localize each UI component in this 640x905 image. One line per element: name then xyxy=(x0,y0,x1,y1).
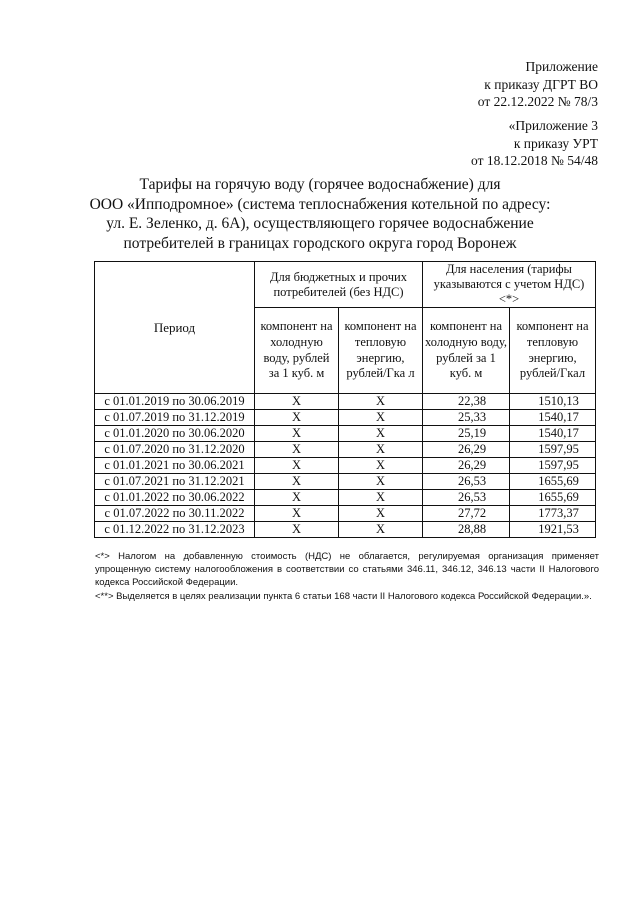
budget-cold-cell: X xyxy=(255,426,339,442)
population-cold-cell: 22,38 xyxy=(423,394,510,410)
table-row xyxy=(95,426,596,442)
period-cell: с 01.01.2021 по 30.06.2021 xyxy=(95,458,255,474)
budget-cold-cell: X xyxy=(255,474,339,490)
appendix3-order-ref: к приказу УРТ xyxy=(513,135,598,151)
population-heat-cell: 1921,53 xyxy=(510,522,596,538)
population-cold-cell: 26,29 xyxy=(423,442,510,458)
table-row xyxy=(95,522,596,538)
appendix-header xyxy=(478,58,598,111)
population-heat-cell: 1655,69 xyxy=(510,490,596,506)
period-cell: с 01.07.2020 по 31.12.2020 xyxy=(95,442,255,458)
title-line: потребителей в границах городского округа город Воронеж xyxy=(123,234,517,252)
population-heat-cell: 1773,37 xyxy=(510,506,596,522)
budget-heat-cell: X xyxy=(339,490,423,506)
population-cold-cell: 26,29 xyxy=(423,458,510,474)
appendix3-label: «Приложение 3 xyxy=(508,118,598,133)
appendix-order-date: от 22.12.2022 № 78/3 xyxy=(477,94,598,109)
period-cell: с 01.01.2022 по 30.06.2022 xyxy=(95,490,255,506)
title-line: Тарифы на горячую воду (горячее водоснабжение) для xyxy=(139,176,501,193)
appendix-order-ref: к приказу ДГРТ ВО xyxy=(484,76,598,92)
period-cell: с 01.12.2022 по 31.12.2023 xyxy=(95,522,255,538)
table-row xyxy=(95,394,596,410)
budget-cold-cell: X xyxy=(255,442,339,458)
table-row xyxy=(95,442,596,458)
tariff-table xyxy=(94,261,596,538)
budget-heat-cell: X xyxy=(339,410,423,426)
population-heat-cell: 1510,13 xyxy=(510,394,596,410)
budget-thermal-header: компонент на тепловую энергию, рублей/Гка л xyxy=(339,308,423,394)
budget-cold-cell: X xyxy=(255,506,339,522)
population-cold-cell: 25,19 xyxy=(423,426,510,442)
period-header: Период xyxy=(95,262,255,394)
footnote-vat-allocated: <**> Выделяется в целях реализации пункта 6 статьи 168 части II Налогового кодекса Российской Федерации.». xyxy=(95,591,592,602)
population-group-header: Для населения (тарифы указываются с учетом НДС) <*> xyxy=(423,262,596,308)
footnotes xyxy=(95,550,599,604)
population-cold-cell: 27,72 xyxy=(423,506,510,522)
population-heat-cell: 1540,17 xyxy=(510,426,596,442)
appendix3-header xyxy=(471,117,598,170)
budget-cold-cell: X xyxy=(255,490,339,506)
budget-heat-cell: X xyxy=(339,394,423,410)
population-cold-water-header: компонент на холодную воду, рублей за 1 куб. м xyxy=(423,308,510,394)
footnote-vat-exempt: <*> Налогом на добавленную стоимость (НДС) не облагается, регулируемая организация применяет упрощенную систему налогообложения в соответствии со статьями 346.11, 346.12, 346.13 части II Налогового кодекса Российской Федерации. xyxy=(95,551,599,588)
appendix-label: Приложение xyxy=(525,59,598,74)
budget-cold-cell: X xyxy=(255,394,339,410)
population-heat-cell: 1655,69 xyxy=(510,474,596,490)
population-cold-cell: 28,88 xyxy=(423,522,510,538)
title-line: ООО «Ипподромное» (система теплоснабжения котельной по адресу: xyxy=(89,195,551,213)
table-row xyxy=(95,506,596,522)
budget-heat-cell: X xyxy=(339,506,423,522)
budget-heat-cell: X xyxy=(339,426,423,442)
population-heat-cell: 1597,95 xyxy=(510,442,596,458)
period-cell: с 01.07.2022 по 30.11.2022 xyxy=(95,506,255,522)
title-line: ул. Е. Зеленко, д. 6А), осуществляющего горячее водоснабжение xyxy=(106,215,534,232)
population-heat-cell: 1540,17 xyxy=(510,410,596,426)
budget-group-header: Для бюджетных и прочих потребителей (без НДС) xyxy=(255,262,423,308)
budget-heat-cell: X xyxy=(339,522,423,538)
table-row xyxy=(95,490,596,506)
appendix3-order-date: от 18.12.2018 № 54/48 xyxy=(471,153,598,168)
table-row xyxy=(95,458,596,474)
budget-cold-cell: X xyxy=(255,522,339,538)
period-cell: с 01.01.2020 по 30.06.2020 xyxy=(95,426,255,442)
table-row xyxy=(95,474,596,490)
budget-cold-cell: X xyxy=(255,458,339,474)
budget-heat-cell: X xyxy=(339,458,423,474)
document-title xyxy=(80,175,560,253)
budget-cold-cell: X xyxy=(255,410,339,426)
period-cell: с 01.07.2019 по 31.12.2019 xyxy=(95,410,255,426)
budget-heat-cell: X xyxy=(339,442,423,458)
population-thermal-header: компонент на тепловую энергию, рублей/Гкал xyxy=(510,308,596,394)
period-cell: с 01.01.2019 по 30.06.2019 xyxy=(95,394,255,410)
population-cold-cell: 26,53 xyxy=(423,490,510,506)
budget-cold-water-header: компонент на холодную воду, рублей за 1 куб. м xyxy=(255,308,339,394)
population-heat-cell: 1597,95 xyxy=(510,458,596,474)
period-cell: с 01.07.2021 по 31.12.2021 xyxy=(95,474,255,490)
table-row xyxy=(95,410,596,426)
population-cold-cell: 25,33 xyxy=(423,410,510,426)
budget-heat-cell: X xyxy=(339,474,423,490)
population-cold-cell: 26,53 xyxy=(423,474,510,490)
